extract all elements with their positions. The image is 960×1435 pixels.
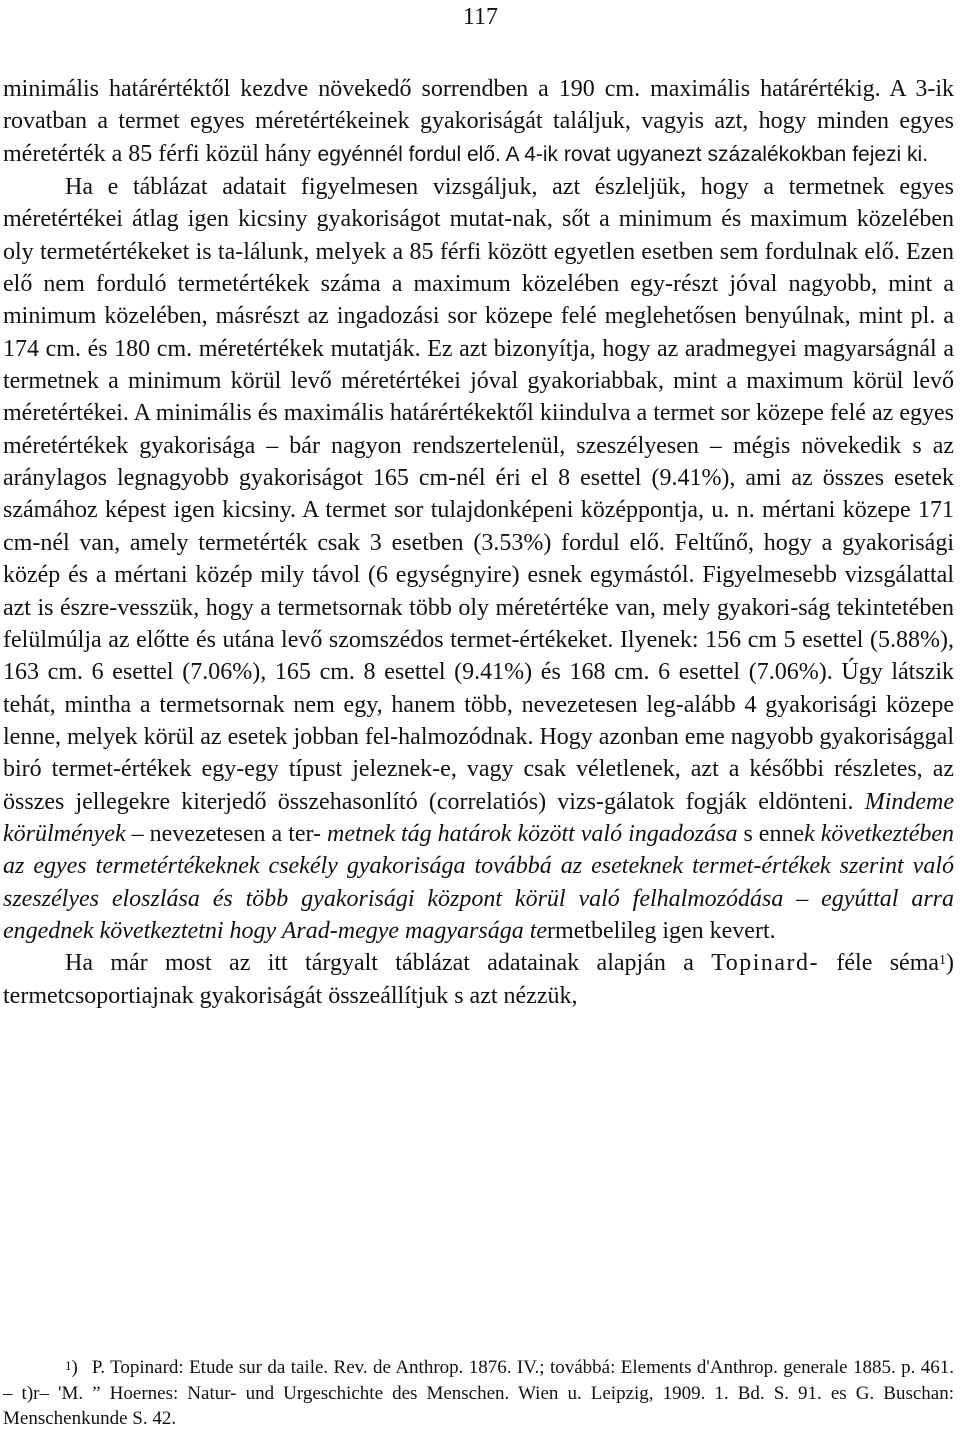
paragraph-3-text-3: ) termetcsoportiajnak gyakoriságát összeállítjuk s azt nézzük,: [3, 950, 955, 1009]
paragraph-2-italic-2: metnek tág határok között való ingadozása: [327, 820, 738, 847]
paragraph-2-text-1: Ha e táblázat adatait figyelmesen vizsgáljuk, azt észleljük, hogy a termetnek egyes méretértékei átlag igen kicsiny gyakoriságot mutat-nak, sőt a minimum és maximum közelében oly termetértékeket is ta-lálunk, melyek a 85 férfi között egyetlen esetben sem fordulnak elő. Ezen elő nem forduló termetértékek száma a maximum közelében egy-részt jóval nagyobb, mint a minimum közelében, másrészt az ingadozási sor közepe felé meglehetősen benyúlnak, mint pl. a 174 cm. és 180 cm. méretértékek mutatják. Ez azt bizonyítja, hogy az aradmegyei magyarságnál a termetnek a minimum körül levő méretértékei jóval gyakoriabbak, mint a maximum körül levő méretértékei. A minimális és maximális határértékektől kiindulva a termet sor közepe felé az egyes méretértékek gyakorisága – bár nagyon rendszertelenül, szeszélyesen – mégis növekedik s az aránylagos legnagyobb gyakoriságot 165 cm-nél éri el 8 esettel (9.41%), ami az összes esetek számához képest igen kicsiny. A termet sor tulajdonképeni középpontja, u. n. mértani közepe 171 cm-nél van, amely termetérték csak 3 esetben (3.53%) fordul elő. Feltűnő, hogy a gyakorisági közép és a mértani közép mily távol (6 egységnyire) esnek egymástól. Figyelmesebb vizsgálattal azt is észre-vesszük, hogy a termetsornak több oly méretértéke van, mely gyakori-ság tekintetében felülmúlja az előtte és utána levő szomszédos termet-értékeket. Ilyenek: 156 cm 5 esettel (5.88%), 163 cm. 6 esettel (7.06%), 165 cm. 8 esettel (9.41%) és 168 cm. 6 esettel (7.06%). Úgy látszik tehát, mintha a termetsornak nem egy, hanem több, nevezetesen leg-alább 4 gyakorisági közepe lenne, melyek körül az esetek jobban fel-halmozódnak. Hogy azonban eme nagyobb gyakorisággal biró termet-értékek egy-egy típust jeleznek-e, vagy csak véletlenek, azt a későbbi részletes, az összes jellegekre kiterjedő összehasonlító (correlatiós) vizs-gálatok fogják eldönteni.: [3, 174, 954, 815]
paragraph-3-text-2: féle séma: [836, 950, 940, 977]
footnote-reference[interactable]: 1: [939, 953, 947, 969]
footnote: [3, 1355, 954, 1432]
footnote-marker: [65, 1355, 78, 1381]
paragraph-1-line-1: minimális határértéktől kezdve növekedő sorrendben a 190 cm. maximális: [3, 76, 751, 102]
paragraph-2-text-3: s enne: [737, 820, 805, 847]
paragraph-1-line-2: határértékig. A 3-ik rovatban a termet egyes méretértékeinek gyakoriságát: [3, 76, 954, 135]
footnote-paren: ): [71, 1357, 78, 1378]
body-text: [3, 73, 954, 1012]
page-number: 117: [462, 4, 498, 30]
paragraph-2-text-2: – nevezetesen a ter-: [125, 820, 322, 847]
paragraph-1-line-4: egyénnél fordul elő. A 4-ik rovat ugyanezt százalékokban fejezi ki.: [317, 142, 929, 166]
paragraph-1-line-3: találjuk, vagyis azt, hogy minden egyes méretérték a 85 férfi közül hány: [3, 108, 955, 167]
paragraph-3-text-1: Ha már most az itt tárgyalt táblázat adatainak alapján a: [65, 950, 712, 977]
paragraph-2-italic-1: Mindeme körülmények: [3, 788, 954, 847]
paragraph-1: [3, 73, 954, 171]
paragraph-2-text-4: rmetbelileg igen kevert.: [547, 917, 776, 944]
footnote-text: P. Topinard: Etude sur da taile. Rev. de Anthrop. 1876. IV.; továbbá: Elements d'Anthrop. generale 1885. p. 461. – t)r– 'M. ” Hoernes: Natur- und Urgeschichte des Menschen. Wien u. Leipzig, 1909. 1. Bd. S. 91. es G. Buschan: Menschenkunde S. 42.: [3, 1357, 954, 1429]
paragraph-3-spaced-name: Topinard-: [711, 950, 820, 977]
paragraph-3: [3, 947, 954, 1012]
paragraph-2: [3, 171, 954, 947]
footnote-number: 1: [65, 1358, 72, 1373]
paragraph-2-italic-3: k következtében az egyes termetértékeknek csekély gyakorisága továbbá az eseteknek termet-értékek szerint való szeszélyes eloszlása és több gyakorisági központ körül való felhalmozódása – egyúttal arra engednek következtetni hogy Arad-megye magyarsága te: [3, 820, 955, 944]
